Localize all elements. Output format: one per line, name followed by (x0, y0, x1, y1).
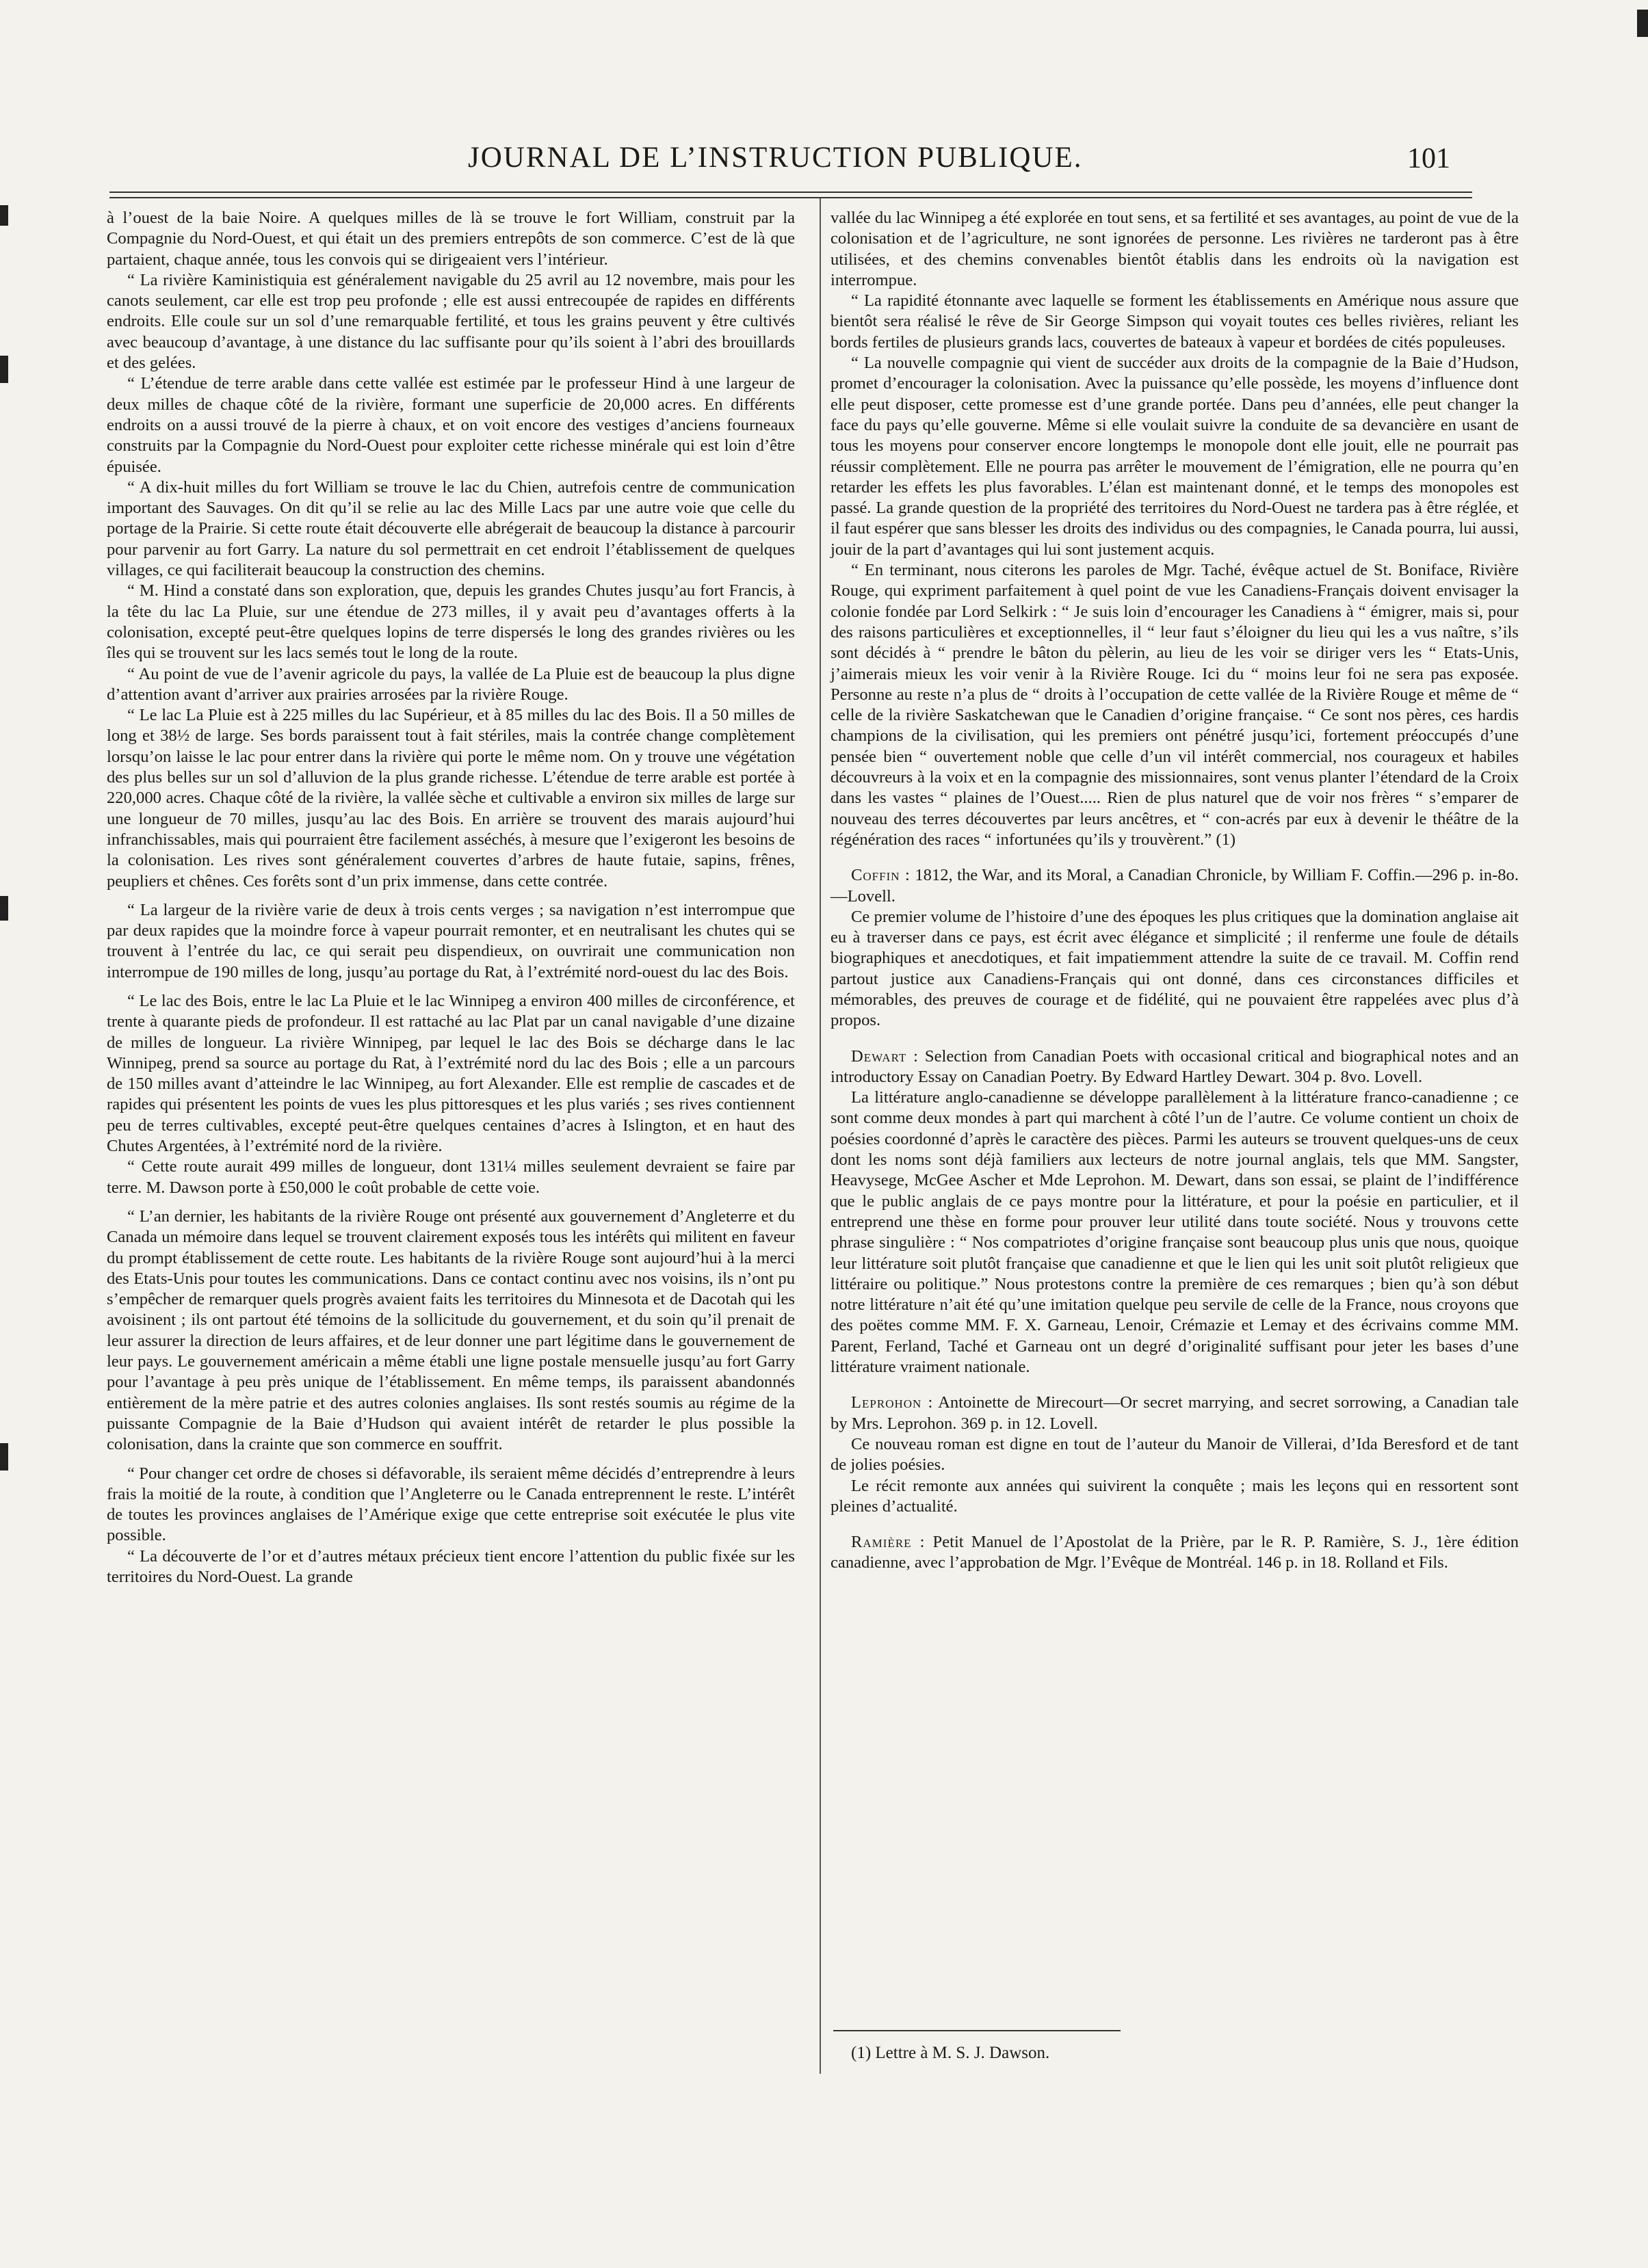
scan-right-edge-mark (1637, 10, 1648, 37)
book-review: La littérature anglo-canadienne se développe parallèlement à la littérature franco-canadienne ; ce sont comme deux mondes à part qui marchent à côté l’un de l’autre. Ce volume contient un choix de poésies coordonné d’après le caractère des pièces. Parmi les auteurs se trouvent quelques-uns de ceux dont les noms sont déjà familiers aux lecteurs de notre journal anglais, tels que MM. Sangster, Heavysege, McGee Ascher et Mde Leprohon. M. Dewart, dans son essai, se plaint de l’indifférence que le public anglais de ce pays montre pour la littérature, et pour la poésie en particulier, et il entreprend une thèse en forme pour prouver leur utilité dans toute société. Nous y trouvons cette phrase singulière : “ Nos compatriotes d’origine française sont beaucoup plus unis que nous, quoique leur littérature soit plutôt française que canadienne et que le lien qui les unit soit plutôt religieux que littéraire ou politique.” Nous protestons contre la première de ces remarques ; bien qu’à son début notre littérature n’ait été qu’une imitation quelque peu servile de celle de la France, nous croyons que des poëtes comme MM. F. X. Garneau, Lenoir, Crémazie et Lemay et des écrivains comme MM. Parent, Ferland, Taché et Garneau ont un degré d’originalité suffisant pour jeter les bases d’une littérature vraiment nationale. (830, 1088, 1519, 1377)
paragraph: à l’ouest de la baie Noire. A quelques milles de là se trouve le fort William, construit par la Compagnie du Nord-Ouest, et qui était un des premiers entrepôts de son commerce. C’est de là que partaient, chaque année, tous les convois qui se dirigeaient vers l’intérieur. (107, 209, 795, 269)
book-notice-ramiere (830, 1532, 1519, 1574)
journal-title: JOURNAL DE L’INSTRUCTION PUBLIQUE. (468, 142, 1083, 174)
scan-left-edge-mark (0, 1443, 8, 1471)
book-review: Le récit remonte aux années qui suivirent la conquête ; mais les leçons qui en ressortent sont pleines d’actualité. (830, 1476, 1519, 1516)
book-author: Leprohon : (851, 1393, 934, 1412)
book-review: Ce premier volume de l’histoire d’une des époques les plus critiques que la domination anglaise ait eu à traverser dans ce pays, est écrit avec élégance et simplicité ; il renferme une foule de détails biographiques et anecdotiques, et fait impatiemment attendre la suite de ce travail. M. Coffin rend partout justice aux Canadiens-Français qui ont donné, dans ces circonstances difficiles et mémorables, des preuves de courage et de fidélité, qui ne pouvaient être rappelées avec plus d’à propos. (830, 907, 1519, 1030)
paragraph: vallée du lac Winnipeg a été explorée en tout sens, et sa fertilité et ses avantages, au point de vue de la colonisation et de l’agriculture, ne sont ignorées de personne. Les rivières ne tarderont pas à être utilisées, et des chemins convenables bientôt établis dans les endroits où la navigation est interrompue. (830, 209, 1519, 289)
paragraph: “ En terminant, nous citerons les paroles de Mgr. Taché, évêque actuel de St. Boniface, Rivière Rouge, qui expriment parfaitement à quel point de vue les Canadiens-Français doivent envisager la colonie fondée par Lord Selkirk : “ Je suis loin d’encourager les Canadiens à “ émigrer, mais si, pour des raisons particulières et exceptionnelles, il “ leur faut s’éloigner du lieu qui les a vus naître, s’ils sont décidés à “ prendre le bâton du pèlerin, au lieu de les voir se diriger vers les “ Etats-Unis, j’aimerais mieux les voir venir à la Rivière Rouge. Ici du “ moins leur foi ne sera pas exposée. Personne au reste n’a plus de “ droits à l’occupation de cette vallée de la Rivière Rouge et même de “ celle de la rivière Saskatchewan que le Canadien d’origine française. “ Ce sont nos pères, ces hardis champions de la civilisation, qui les premiers ont pénétré jusqu’ici, fortement préoccupés d’une pensée bien “ ouvertement noble que celle d’un vil intérêt commercial, nos courageux et habiles découvreurs à la voix et en la compagnie des missionnaires, sont venus planter l’étendard de la Croix dans les vastes “ plaines de l’Ouest..... Rien de plus naturel que de voir nos frères “ s’emparer de nouveau des terres découvertes par leurs ancêtres, et “ con-acrés par eux à devenir le théâtre de la régénération des races “ infortunées qu’ils y trouvèrent.” (1) (830, 561, 1519, 849)
book-review: Ce nouveau roman est digne en tout de l’auteur du Manoir de Villerai, d’Ida Beresford et de tant de jolies poésies. (830, 1434, 1519, 1475)
book-author: Ramière : (851, 1533, 926, 1552)
paragraph: “ La nouvelle compagnie qui vient de succéder aux droits de la compagnie de la Baie d’Hudson, promet d’encourager la colonisation. Avec la puissance qu’elle possède, les moyens d’influence dont elle peut disposer, cette promesse est d’une grande portée. Dans peu d’années, elle peut changer la face du pays qu’elle gouverne. Même si elle voulait suivre la conduite de sa devancière en usant de tous les moyens pour conserver encore longtemps le monopole dont elle jouit, elle ne pourrait pas réussir complètement. Elle ne pourra pas arrêter le mouvement de l’émigration, elle ne pourra qu’en retarder les effets les plus favorables. L’élan est maintenant donné, et le temps des monopoles est passé. La grande question de la propriété des territoires du Nord-Ouest ne tardera pas à être réglée, et il faut espérer que sans blesser les droits des individus ou des compagnies, le Canada pourra, lui aussi, jouir de la part d’avantages qui lui sont justement acquis. (830, 354, 1519, 559)
book-reference: 1812, the War, and its Moral, a Canadian Chronicle, by William F. Coffin.—296 p. in-8o.—Lovell. (830, 866, 1519, 906)
scan-left-edge-mark (0, 896, 8, 921)
book-author: Dewart : (851, 1046, 919, 1066)
left-column (107, 208, 795, 1587)
book-reference: Antoinette de Mirecourt—Or secret marrying, and secret sorrowing, a Canadian tale by Mrs. Leprohon. 369 p. in 12. Lovell. (830, 1393, 1519, 1433)
paragraph: “ La largeur de la rivière varie de deux à trois cents verges ; sa navigation n’est interrompue que par deux rapides que la moindre force à vapeur pourrait remonter, et en neutralisant les chutes qui se trouvent à l’entrée du lac, ce qui serait peu dispendieux, on ouvrirait une communication non interrompue de 190 milles de long, jusqu’au portage du Rat, à l’extrémité nord-ouest du lac des Bois. (107, 900, 795, 981)
paragraph: “ L’étendue de terre arable dans cette vallée est estimée par le professeur Hind à une largeur de deux milles de chaque côté de la rivière, formant une superficie de 20,000 acres. En différents endroits on a aussi trouvé de la pierre à chaux, et on voit encore des vestiges d’anciens fourneaux construits par la Compagnie du Nord-Ouest pour exploiter cette richesse minérale qui est loin d’être épuisée. (107, 374, 795, 476)
book-reference: Selection from Canadian Poets with occasional critical and biographical notes and an introductory Essay on Canadian Poetry. By Edward Hartley Dewart. 304 p. 8vo. Lovell. (830, 1046, 1519, 1086)
paragraph: “ La rivière Kaministiquia est généralement navigable du 25 avril au 12 novembre, mais pour les canots seulement, car elle est trop peu profonde ; elle est aussi entrecoupée de rapides en différents endroits. Elle coule sur un sol d’une remarquable fertilité, et tous les grains peuvent y être cultivés avec beaucoup d’avantage, à une distance du lac suffisante pour qu’ils soient à l’abri des brouillards et des gelées. (107, 270, 795, 373)
paragraph: “ Pour changer cet ordre de choses si défavorable, ils seraient même décidés d’entreprendre à leurs frais la moitié de la route, à condition que l’Angleterre ou le Canada entreprennent le reste. L’intérêt de toutes les provinces anglaises de l’Amérique exige que cette entreprise soit exécutée le plus vite possible. (107, 1464, 795, 1545)
footnote: (1) Lettre à M. S. J. Dawson. (851, 2044, 1050, 2062)
header-rule (109, 192, 1472, 193)
paragraph: “ Au point de vue de l’avenir agricole du pays, la vallée de La Pluie est de beaucoup la plus digne d’attention avant d’arriver aux prairies arrosées par la rivière Rouge. (107, 664, 795, 704)
paragraph: “ Le lac La Pluie est à 225 milles du lac Supérieur, et à 85 milles du lac des Bois. Il a 50 milles de long et 38½ de large. Ses bords paraissent tout à fait stériles, mais la contrée change complètement lorsqu’on laisse le lac pour entrer dans la rivière qui porte le même nom. On y trouve une végétation des plus belles sur un sol d’alluvion de la plus grande richesse. L’étendue de terre arable est portée à 220,000 acres. Chaque côté de la rivière, la vallée sèche et cultivable a environ six milles de large sur une longueur de 70 milles, jusqu’au lac des Bois. En arrière se trouvent des marais aujourd’hui infranchissables, mais qui pourraient être facilement asséchés, à mesure que l’exigeront les besoins de la colonisation. Les rives sont généralement couvertes d’arbres de haute futaie, sapins, frênes, peupliers et chênes. Ces forêts sont d’un prix immense, dans cette contrée. (107, 706, 795, 891)
paragraph: “ Le lac des Bois, entre le lac La Pluie et le lac Winnipeg a environ 400 milles de circonférence, et trente à quarante pieds de profondeur. Il est rattaché au lac Plat par un canal navigable d’une dizaine de milles de longueur. La rivière Winnipeg, par lequel le lac des Bois se décharge dans le lac Winnipeg, prend sa source au portage du Rat, à l’extrémité nord du lac des Bois ; elle a un parcours de 150 milles avant d’atteindre le lac Winnipeg, au fort Alexander. Elle est remplie de cascades et de rapides qui présentent les points de vues les plus pittoresques et les plus variés ; ses rives contiennent peu de terres cultivables, excepté peut-être quelques centaines d’acres à Islington, et en haut des Chutes Argentées, à l’extrémité nord de la rivière. (107, 991, 795, 1156)
paragraph: “ L’an dernier, les habitants de la rivière Rouge ont présenté aux gouvernement d’Angleterre et du Canada un mémoire dans lequel se trouvent clairement exposés tous les intérêts qui militent en faveur du prompt établissement de cette route. Les habitants de la rivière Rouge sont aujourd’hui à la merci des Etats-Unis pour toutes les communications. Dans ce contact continu avec nos voisins, ils n’ont pu s’empêcher de remarquer quels progrès avaient faits les territoires du Minnesota et de Dacotah qui les avoisinent ; ils ont partout été témoins de la sollicitude du gouvernement, et du soin qu’il prenait de leur assurer la direction de leurs affaires, et de leur donner une part légitime dans le gouvernement de leur pays. Le gouvernement américain a même établi une ligne postale mensuelle jusqu’au fort Garry pour l’avantage à peu près unique de l’établissement. En même temps, ils paraissent abandonnés entièrement de la mère patrie et des autres colonies anglaises. Ils sont restés soumis au régime de la puissante Compagnie de la Baie d’Hudson qui avaient intérêt de retarder le plus possible la colonisation, dans la crainte que son commerce en souffrit. (107, 1206, 795, 1454)
page-number: 101 (1407, 143, 1450, 174)
paragraph: “ La rapidité étonnante avec laquelle se forment les établissements en Amérique nous assure que bientôt sera réalisé le rêve de Sir George Simpson qui voyait toutes ces belles rivières, reliant les bords fertiles de plusieurs grands lacs, couvertes de bateaux à vapeur et bordées de cités populeuses. (830, 291, 1519, 352)
book-notice-leprohon (830, 1393, 1519, 1434)
book-author: Coffin : (851, 866, 911, 885)
paragraph: “ Cette route aurait 499 milles de longueur, dont 131¼ milles seulement devraient se faire par terre. M. Dawson porte à £50,000 le coût probable de cette voie. (107, 1157, 795, 1197)
page-header (452, 137, 1450, 185)
paragraph: “ La découverte de l’or et d’autres métaux précieux tient encore l’attention du public fixée sur les territoires du Nord-Ouest. La grande (107, 1546, 795, 1586)
book-notice-coffin (830, 865, 1519, 907)
footnote-rule (833, 2030, 1121, 2031)
book-notice-dewart (830, 1046, 1519, 1088)
right-column (830, 208, 1519, 1574)
header-rule (109, 197, 1472, 198)
scan-left-edge-mark (0, 205, 8, 226)
paragraph: “ M. Hind a constaté dans son exploration, que, depuis les grandes Chutes jusqu’au fort Francis, à la tête du lac La Pluie, sur une étendue de 273 milles, il y avait peu d’avantages offerts à la colonisation, excepté peut-être quelques lopins de terre dispersés le long des grandes rivières ou les îles qui se trouvent sur les lacs semés tout le long de la route. (107, 581, 795, 663)
column-divider (820, 198, 821, 2074)
book-reference: Petit Manuel de l’Apostolat de la Prière, par le R. P. Ramière, S. J., 1ère édition canadienne, avec l’approbation de Mgr. l’Evêque de Montréal. 146 p. in 18. Rolland et Fils. (830, 1533, 1519, 1572)
paragraph: “ A dix-huit milles du fort William se trouve le lac du Chien, autrefois centre de communication important des Sauvages. On dit qu’il se relie au lac des Mille Lacs par une autre voie que celle du portage de la Prairie. Si cette route était découverte elle abrégerait de beaucoup la distance à parcourir pour parvenir au fort Garry. La nature du sol permettrait en cet endroit l’établissement de quelques villages, ce qui faciliterait beaucoup la construction des chemins. (107, 477, 795, 580)
scan-left-edge-mark (0, 356, 8, 383)
